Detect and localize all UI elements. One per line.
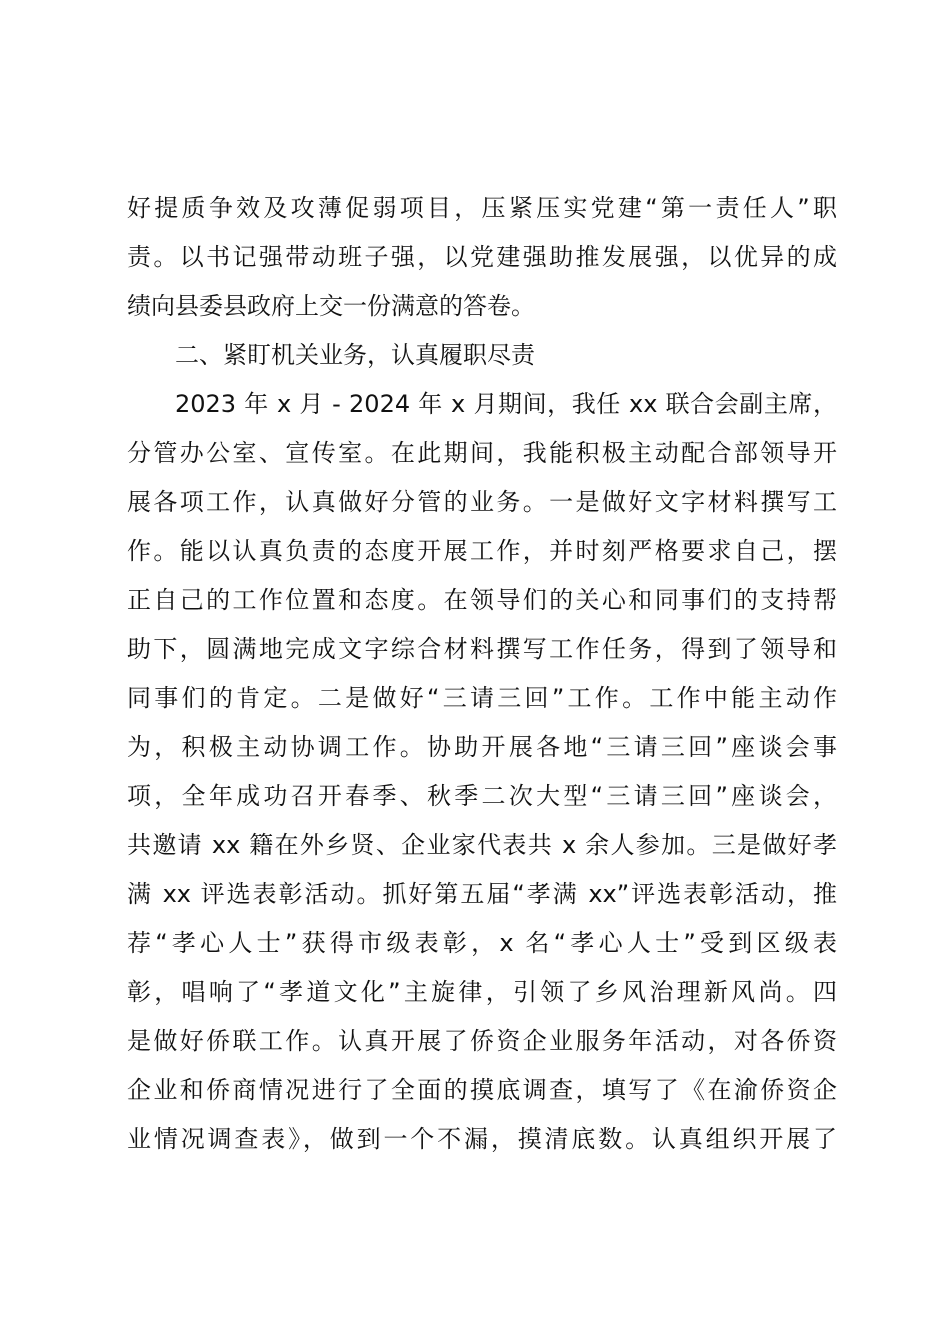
paragraph-line: 绩向县委县政府上交一份满意的答卷。 xyxy=(127,292,535,320)
paragraph-line: 彰，唱响了“孝道文化”主旋律，引领了乡风治理新风尚。四 xyxy=(127,978,837,1006)
paragraph-line: 助下，圆满地完成文字综合材料撰写工作任务，得到了领导和 xyxy=(127,635,837,663)
paragraph-line: 分管办公室、宣传室。在此期间，我能积极主动配合部领导开 xyxy=(127,439,837,467)
paragraph-line: 满 xx 评选表彰活动。抓好第五届“孝满 xx”评选表彰活动，推 xyxy=(127,880,837,908)
paragraph-line: 是做好侨联工作。认真开展了侨资企业服务年活动，对各侨资 xyxy=(127,1027,837,1055)
paragraph-line: 正自己的工作位置和态度。在领导们的关心和同事们的支持帮 xyxy=(127,586,837,614)
paragraph-line: 展各项工作，认真做好分管的业务。一是做好文字材料撰写工 xyxy=(127,488,837,516)
document-body xyxy=(127,184,837,1164)
paragraph-line: 业情况调查表》，做到一个不漏，摸清底数。认真组织开展了 xyxy=(127,1125,837,1153)
paragraph-line: 荐“孝心人士”获得市级表彰，x 名“孝心人士”受到区级表 xyxy=(127,929,837,957)
paragraph-line: 责。以书记强带动班子强，以党建强助推发展强，以优异的成 xyxy=(127,243,837,271)
paragraph-line: 共邀请 xx 籍在外乡贤、企业家代表共 x 余人参加。三是做好孝 xyxy=(127,831,837,859)
paragraph-line: 好提质争效及攻薄促弱项目，压紧压实党建“第一责任人”职 xyxy=(127,194,837,222)
paragraph-line: 企业和侨商情况进行了全面的摸底调查，填写了《在渝侨资企 xyxy=(127,1076,837,1104)
paragraph-line: 2023 年 x 月 - 2024 年 x 月期间，我任 xx 联合会副主席， xyxy=(175,390,837,418)
section-heading: 二、紧盯机关业务，认真履职尽责 xyxy=(175,341,535,369)
paragraph-line: 作。能以认真负责的态度开展工作，并时刻严格要求自己，摆 xyxy=(127,537,837,565)
paragraph-line: 为，积极主动协调工作。协助开展各地“三请三回”座谈会事 xyxy=(127,733,837,761)
paragraph-line: 同事们的肯定。二是做好“三请三回”工作。工作中能主动作 xyxy=(127,684,837,712)
paragraph-line: 项，全年成功召开春季、秋季二次大型“三请三回”座谈会， xyxy=(127,782,837,810)
